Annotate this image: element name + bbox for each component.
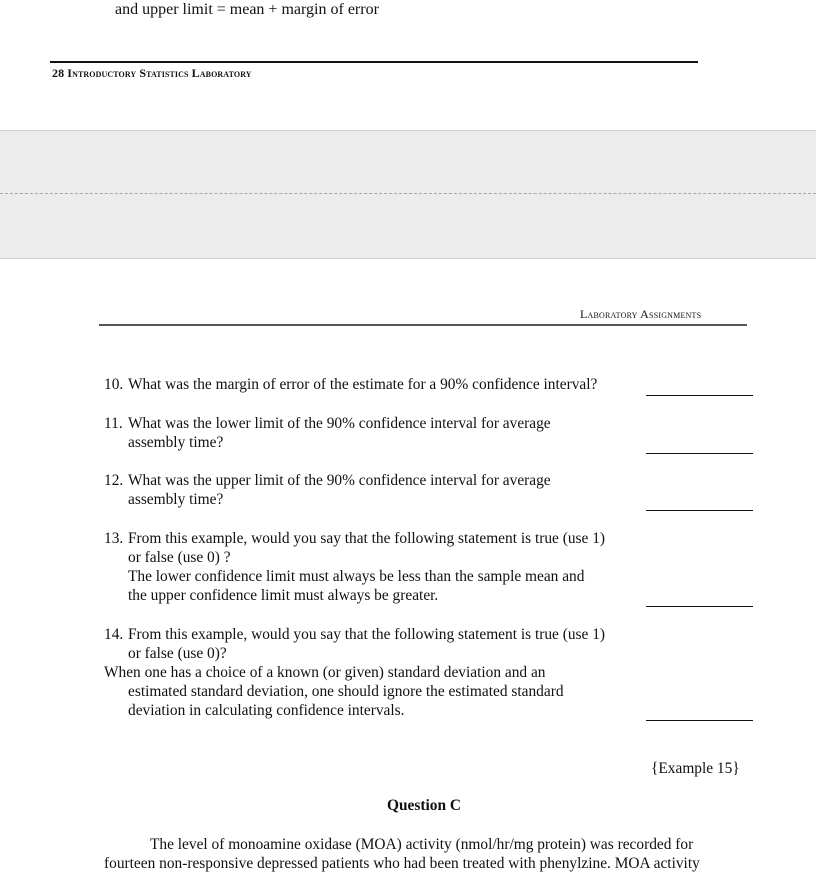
- question-number: 11.: [104, 415, 123, 432]
- question-text-line: deviation in calculating confidence intervals.: [128, 702, 405, 719]
- paragraph-line: fourteen non-responsive depressed patients who had been treated with phenylzine. MOA activity: [104, 855, 700, 872]
- page-break-dashed-line: [0, 193, 816, 194]
- answer-blank-14[interactable]: [646, 720, 753, 721]
- previous-page-last-line: and upper limit = mean + margin of error: [115, 1, 379, 18]
- question-text-line: When one has a choice of a known (or given) standard deviation and an: [104, 664, 546, 681]
- question-text-line: The lower confidence limit must always be less than the sample mean and: [128, 568, 585, 585]
- answer-blank-11[interactable]: [646, 453, 753, 454]
- question-text-line: What was the lower limit of the 90% confidence interval for average: [128, 415, 551, 432]
- question-number: 10.: [104, 376, 124, 393]
- footer-rule: [50, 61, 698, 63]
- question-text-line: assembly time?: [128, 434, 224, 451]
- question-c-title: Question C: [387, 797, 461, 814]
- answer-blank-10[interactable]: [646, 395, 753, 396]
- paragraph-line: The level of monoamine oxidase (MOA) activity (nmol/hr/mg protein) was recorded for: [150, 836, 694, 853]
- question-text-line: the upper confidence limit must always be greater.: [128, 587, 439, 604]
- question-number: 13.: [104, 530, 124, 547]
- question-number: 12.: [104, 472, 124, 489]
- question-text-line: or false (use 0) ?: [128, 549, 231, 566]
- page-break-gap: [0, 130, 816, 259]
- question-number: 14.: [104, 626, 124, 643]
- page-header: Laboratory Assignments: [580, 307, 702, 321]
- example-reference: {Example 15}: [651, 760, 740, 777]
- question-text-line: From this example, would you say that the following statement is true (use 1): [128, 626, 606, 643]
- question-text-line: estimated standard deviation, one should ignore the estimated standard: [128, 683, 564, 700]
- page-footer: 28 Introductory Statistics Laboratory: [52, 66, 252, 80]
- question-text-line: What was the margin of error of the estimate for a 90% confidence interval?: [128, 376, 598, 393]
- header-rule: [99, 324, 747, 326]
- question-text-line: or false (use 0)?: [128, 645, 227, 662]
- question-text-line: assembly time?: [128, 491, 224, 508]
- question-text-line: What was the upper limit of the 90% confidence interval for average: [128, 472, 551, 489]
- answer-blank-12[interactable]: [646, 510, 753, 511]
- answer-blank-13[interactable]: [646, 606, 753, 607]
- question-text-line: From this example, would you say that the following statement is true (use 1): [128, 530, 606, 547]
